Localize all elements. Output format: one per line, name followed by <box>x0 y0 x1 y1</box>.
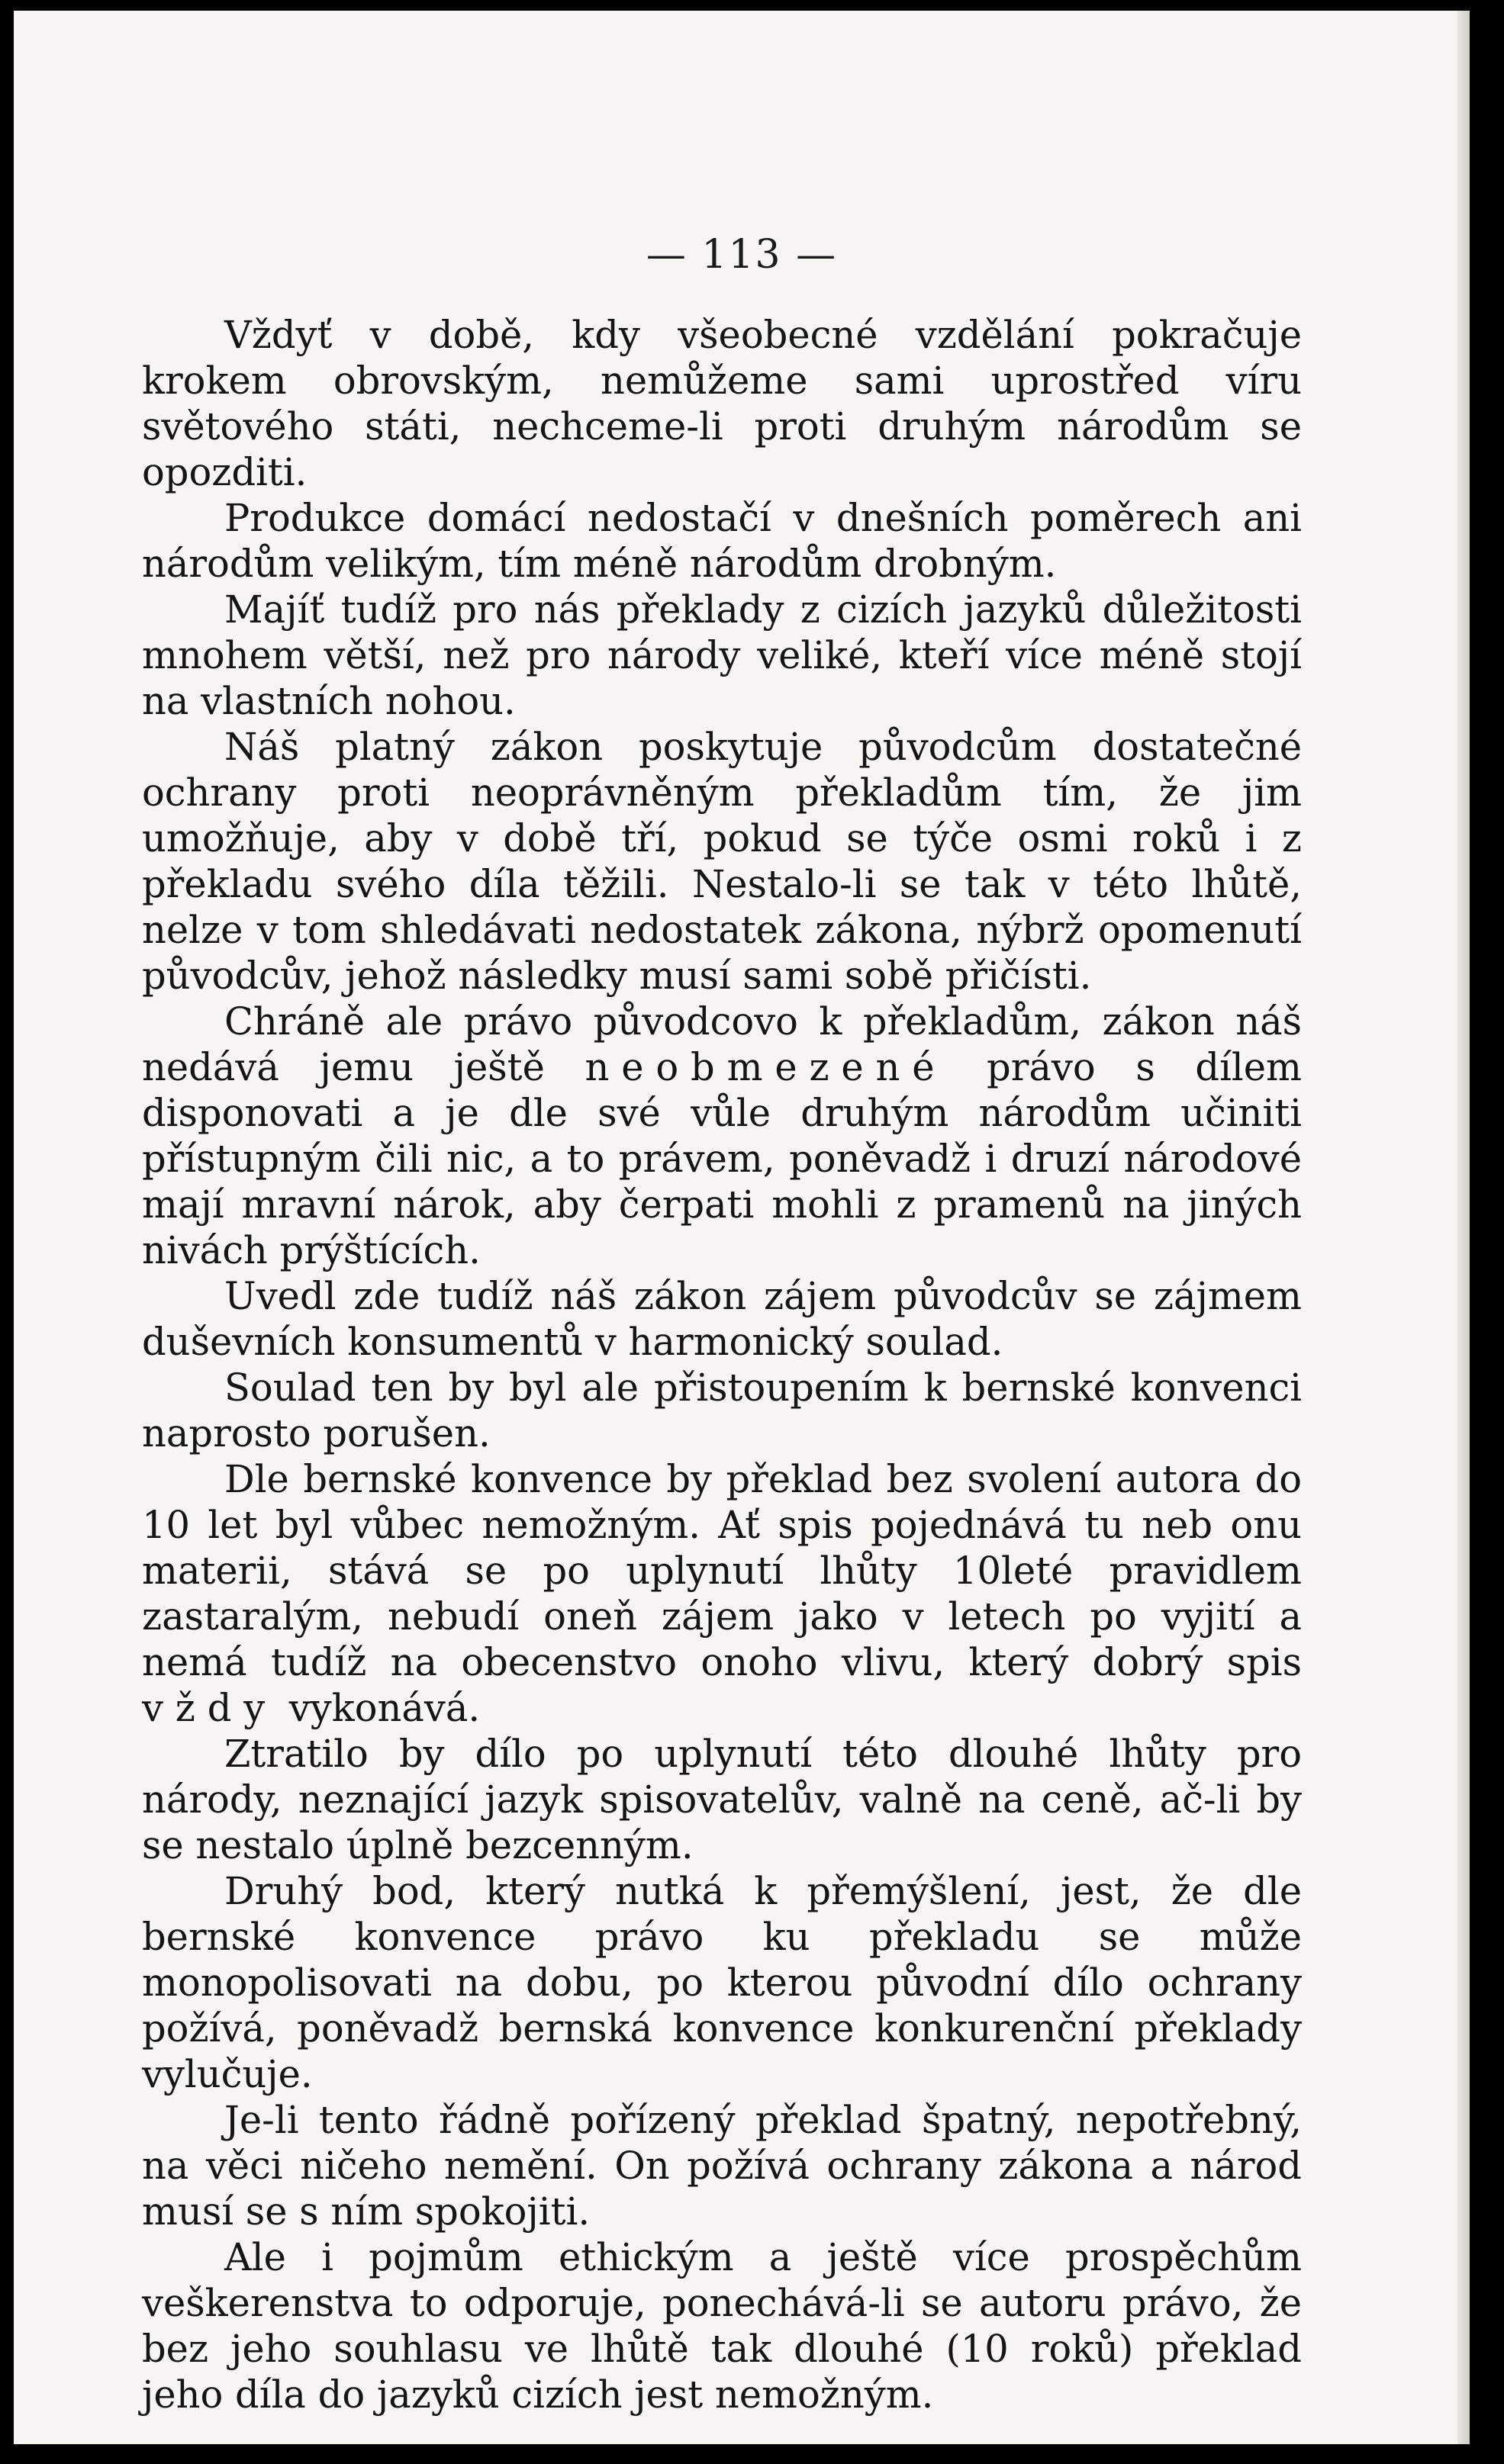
book-page <box>14 11 1470 2444</box>
paragraph-7: Soulad ten by byl ale přistoupením k bernské konvenci naprosto porušen. <box>142 1365 1302 1456</box>
paragraph-5-before: Chráně ale právo původcovo k překladům, zákon náš nedává jemu ještě <box>142 999 1302 1089</box>
paragraph-5 <box>142 999 1302 1273</box>
paragraph-2: Produkce domácí nedostačí v dnešních poměrech ani národům velikým, tím méně národům drobným. <box>142 496 1302 586</box>
paragraph-11: Je-li tento řádně pořízený překlad špatný, nepotřebný, na věci ničeho nemění. On požívá ochrany zákona a národ musí se s ním spokojiti. <box>142 2098 1302 2234</box>
paragraph-8-emphasis: vždy <box>142 1686 278 1730</box>
paragraph-5-emphasis: neobmezené <box>585 1045 947 1089</box>
page-number: — 113 — <box>646 232 838 278</box>
paragraph-8 <box>142 1456 1302 1731</box>
paragraph-8-after: vykonává. <box>277 1686 481 1730</box>
paragraph-12: Ale i pojmům ethickým a ještě více prospěchům veškerenstva to odporuje, ponechává-li se autoru právo, že bez jeho souhlasu ve lhůtě tak dlouhé (10 roků) překlad jeho díla do jazyků cizích jest nemožným. <box>142 2235 1302 2417</box>
paragraph-4: Náš platný zákon poskytuje původcům dostatečné ochrany proti neoprávněným překladům tím, že jim umožňuje, aby v době tří, pokud se týče osmi roků i z překladu svého díla těžili. Nestalo-li se tak v této lhůtě, nelze v tom shledávati nedostatek zákona, nýbrž opomenutí původcův, jehož následky musí sami sobě přičísti. <box>142 725 1302 998</box>
paragraph-9: Ztratilo by dílo po uplynutí této dlouhé lhůty pro národy, neznající jazyk spisovatelův, valně na ceně, ač-li by se nestalo úplně bezcenným. <box>142 1732 1302 1867</box>
paragraph-5-after: právo s dílem disponovati a je dle své vůle druhým národům učiniti přístupným čili nic, a to právem, poněvadž i druzí národové mají mravní nárok, aby čerpati mohli z pramenů na jiných nivách prýštících. <box>142 1045 1302 1272</box>
paragraph-6: Uvedl zde tudíž náš zákon zájem původcův se zájmem duševních konsumentů v harmonický soulad. <box>142 1274 1302 1364</box>
page-edge-shadow <box>1457 11 1470 2444</box>
paragraph-8-before: Dle bernské konvence by překlad bez svolení autora do 10 let byl vůbec nemožným. Ať spis pojednává tu neb onu materii, stává se po uplynutí lhůty 10leté pravidlem zastaralým, nebudí oneň zájem jako v letech po vyjití a nemá tudíž na obecenstvo onoho vlivu, který dobrý spis <box>142 1457 1302 1684</box>
body-text <box>142 312 1302 2417</box>
paragraph-3: Majíť tudíž pro nás překlady z cizích jazyků důležitosti mnohem větší, než pro národy veliké, kteří více méně stojí na vlastních nohou. <box>142 587 1302 723</box>
paragraph-1: Vždyť v době, kdy všeobecné vzdělání pokračuje krokem obrovským, nemůžeme sami uprostřed víru světového státi, nechceme-li proti druhým národům se opozditi. <box>142 313 1302 494</box>
paragraph-10: Druhý bod, který nutká k přemýšlení, jest, že dle bernské konvence právo ku překladu se může monopolisovati na dobu, po kterou původní dílo ochrany požívá, poněvadž bernská konvence konkurenční překlady vylučuje. <box>142 1869 1302 2096</box>
